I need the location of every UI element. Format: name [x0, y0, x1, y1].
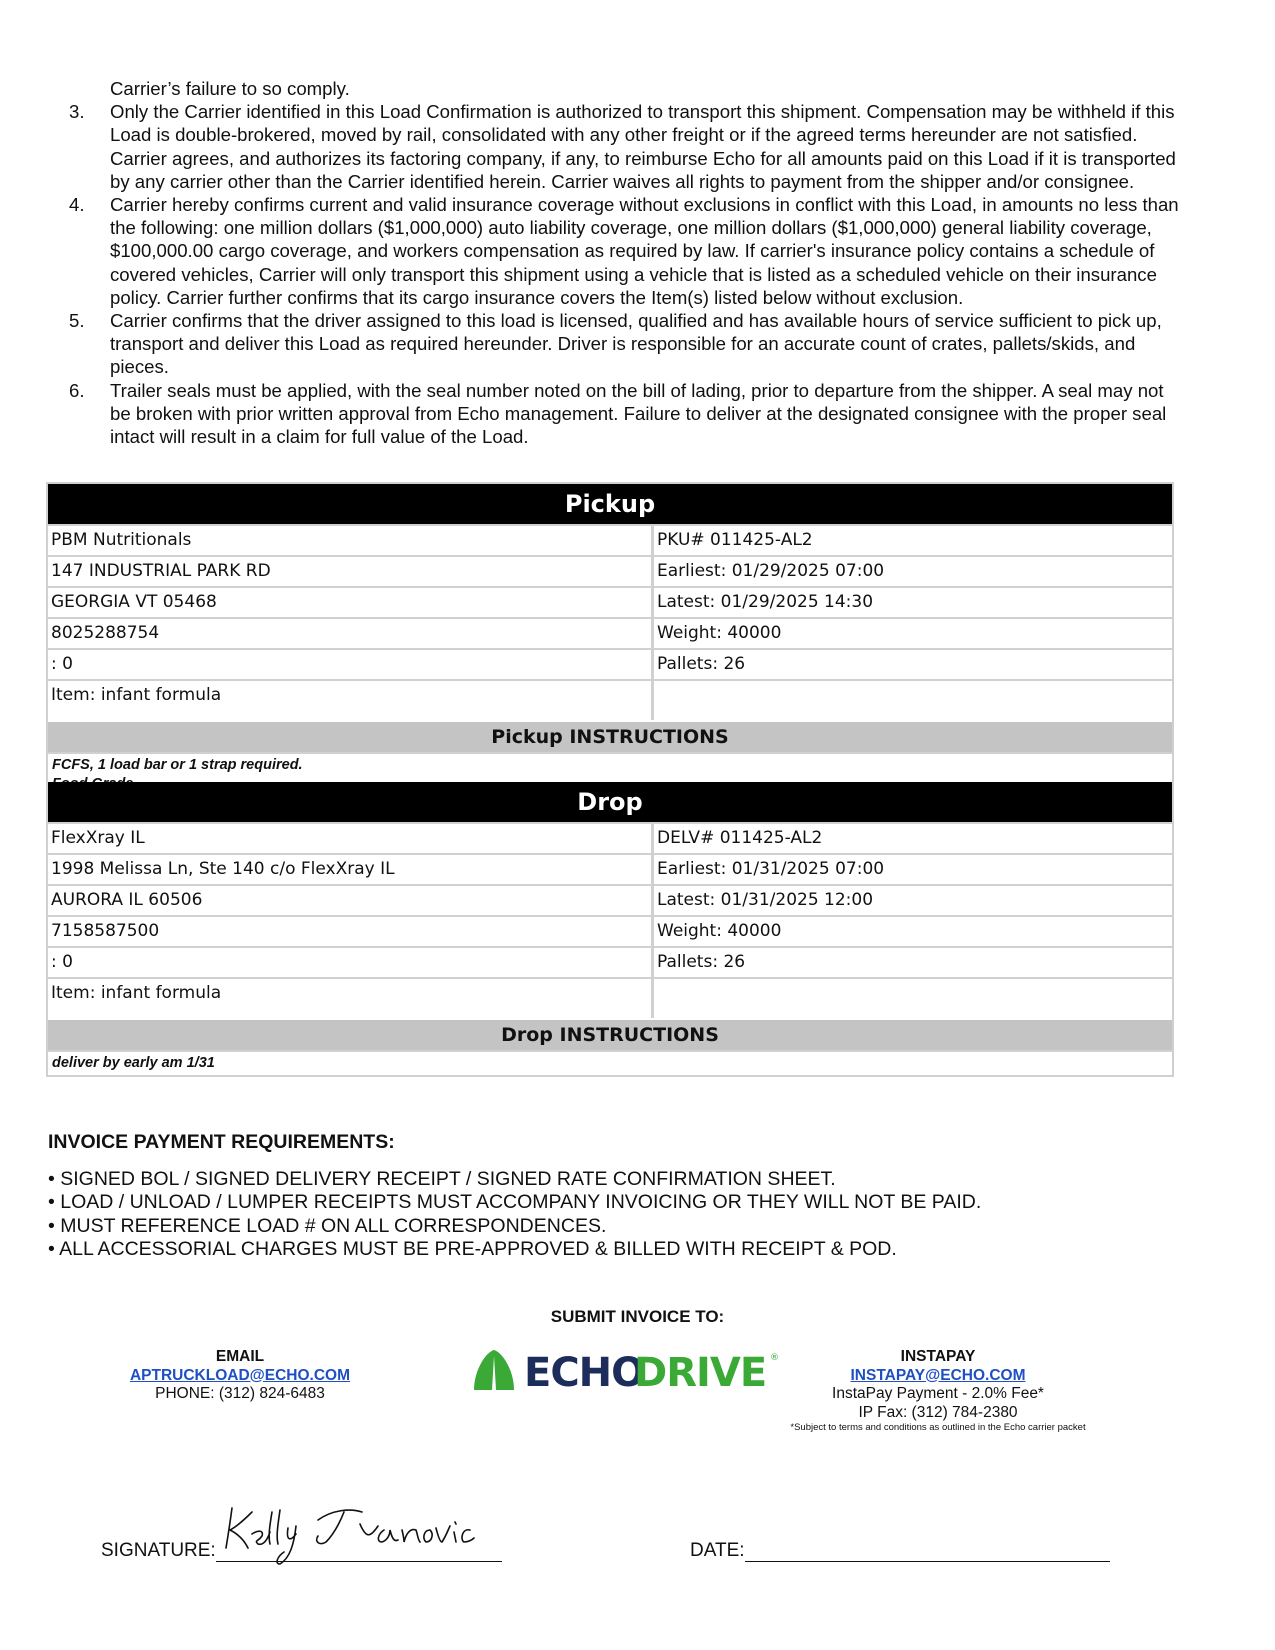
pickup-instructions-header: Pickup INSTRUCTIONS [48, 720, 1172, 752]
instapay-fee: InstaPay Payment - 2.0% Fee* [832, 1385, 1044, 1402]
email-phone: PHONE: (312) 824-6483 [155, 1385, 325, 1402]
terms-item [64, 100, 1184, 193]
invoice-requirement: • LOAD / UNLOAD / LUMPER RECEIPTS MUST ACCOMPANY INVOICING OR THEY WILL NOT BE PAID. [48, 1191, 982, 1214]
pickup-weight: Weight: 40000 [657, 623, 782, 643]
signature-line [216, 1543, 502, 1562]
logo-registered-mark: ® [770, 1353, 779, 1363]
email-link[interactable]: APTRUCKLOAD@ECHO.COM [129, 1366, 351, 1384]
date-field[interactable] [690, 1540, 1110, 1562]
drop-section [46, 782, 1174, 1077]
terms-item [64, 379, 1184, 449]
pickup-name: PBM Nutritionals [48, 526, 654, 555]
signature-label: SIGNATURE: [101, 1540, 216, 1561]
email-header: EMAIL [215, 1348, 265, 1365]
pickup-address: 147 INDUSTRIAL PARK RD [48, 557, 654, 586]
pickup-latest: Latest: 01/29/2025 14:30 [657, 592, 874, 612]
drop-weight: Weight: 40000 [657, 921, 782, 941]
instapay-fine-print: *Subject to terms and conditions as outlined in the Echo carrier packet [790, 1422, 1086, 1433]
pickup-misc: : 0 [48, 650, 654, 679]
echodrive-logo [470, 1346, 780, 1396]
logo-word-drive: DRIVE [634, 1350, 767, 1396]
logo-road-icon [474, 1350, 514, 1390]
terms-item-text: Trailer seals must be applied, with the seal number noted on the bill of lading, prior to departure from the shipper. A seal may not be broken with prior written approval from Echo management. Failure to deliver at the designated consignee with the proper seal intact will result in a claim for full value of the Load. [110, 379, 1167, 448]
instapay-header: INSTAPAY [900, 1348, 976, 1365]
pickup-empty-cell [654, 681, 1172, 720]
invoice-requirement: • ALL ACCESSORIAL CHARGES MUST BE PRE-APPROVED & BILLED WITH RECEIPT & POD. [48, 1237, 897, 1260]
terms-item-text: Only the Carrier identified in this Load Confirmation is authorized to transport this shipment. Compensation may be withheld if this Load is double-brokered, moved by rail, consolidated with any other freight or if the agreed terms hereunder are not satisfied. Carrier agrees, and authorizes its factoring company, if any, to reimburse Echo for all amounts paid on this Load if it is transported by any carrier other than the Carrier identified herein. Carrier waives all rights to payment from the shipper and/or consignee. [110, 101, 1176, 192]
drop-name: FlexXray IL [48, 824, 654, 853]
pickup-item: Item: infant formula [48, 681, 654, 720]
invoice-requirements [48, 1131, 1198, 1261]
pickup-ref: PKU# 011425-AL2 [657, 530, 813, 550]
pickup-phone: 8025288754 [48, 619, 654, 648]
terms-item-text: Carrier confirms that the driver assigned to this load is licensed, qualified and has available hours of service sufficient to pick up, transport and deliver this Load as required hereunder. Driver is responsible for an accurate count of crates, pallets/skids, and pieces. [110, 310, 1162, 378]
terms-item-number: 4. [69, 194, 85, 216]
drop-city: AURORA IL 60506 [48, 886, 654, 915]
terms-continuation: Carrier’s failure to so comply. [110, 78, 350, 99]
invoice-requirement: • SIGNED BOL / SIGNED DELIVERY RECEIPT / SIGNED RATE CONFIRMATION SHEET. [48, 1168, 836, 1190]
terms-item [64, 193, 1184, 309]
drop-header: Drop [48, 782, 1172, 822]
date-line [745, 1543, 1110, 1562]
pickup-header: Pickup [48, 484, 1172, 524]
pickup-instructions-line: FCFS, 1 load bar or 1 strap required. [52, 757, 303, 773]
terms-item-text: Carrier hereby confirms current and valid insurance coverage without exclusions in conflict with this Load, in amounts no less than the following: one million dollars ($1,000,000) auto liability coverage, one million dollars ($1,000,000) general liability coverage, $100,000.00 cargo coverage, and workers compensation as required by law. If carrier's insurance policy contains a schedule of covered vehicles, Carrier will only transport this shipment using a vehicle that is listed as a scheduled vehicle on their insurance policy. Carrier further confirms that its cargo insurance covers the Item(s) listed below without exclusion. [110, 194, 1179, 308]
terms-item-number: 6. [69, 379, 85, 401]
signature-field[interactable] [101, 1540, 502, 1562]
submit-invoice-heading: SUBMIT INVOICE TO: [550, 1307, 725, 1326]
drop-instructions-header: Drop INSTRUCTIONS [48, 1018, 1172, 1050]
instapay-email-link[interactable]: INSTAPAY@ECHO.COM [850, 1366, 1026, 1384]
logo-word-echo: ECHO [524, 1350, 645, 1396]
terms-item [64, 309, 1184, 379]
drop-empty-cell [654, 979, 1172, 1018]
instapay-contact [788, 1348, 1088, 1433]
pickup-earliest: Earliest: 01/29/2025 07:00 [657, 561, 885, 581]
drop-item: Item: infant formula [48, 979, 654, 1018]
terms-item-number: 3. [69, 101, 85, 123]
instapay-fax: IP Fax: (312) 784-2380 [858, 1403, 1018, 1421]
drop-misc: : 0 [48, 948, 654, 977]
pickup-city: GEORGIA VT 05468 [48, 588, 654, 617]
terms-section [64, 77, 1184, 448]
drop-phone: 7158587500 [48, 917, 654, 946]
drop-address: 1998 Melissa Ln, Ste 140 c/o FlexXray IL [48, 855, 654, 884]
drop-pallets: Pallets: 26 [657, 952, 746, 972]
drop-instructions-line: deliver by early am 1/31 [52, 1055, 215, 1071]
invoice-requirement: • MUST REFERENCE LOAD # ON ALL CORRESPONDENCES. [48, 1214, 607, 1237]
terms-item-number: 5. [69, 310, 85, 332]
drop-instructions [48, 1050, 1172, 1075]
email-contact [110, 1348, 370, 1404]
pickup-section [46, 482, 1174, 798]
drop-latest: Latest: 01/31/2025 12:00 [657, 890, 874, 910]
invoice-title: INVOICE PAYMENT REQUIREMENTS: [48, 1131, 395, 1153]
pickup-pallets: Pallets: 26 [657, 654, 746, 674]
date-label: DATE: [690, 1540, 745, 1561]
drop-earliest: Earliest: 01/31/2025 07:00 [657, 859, 885, 879]
drop-ref: DELV# 011425-AL2 [657, 828, 823, 848]
